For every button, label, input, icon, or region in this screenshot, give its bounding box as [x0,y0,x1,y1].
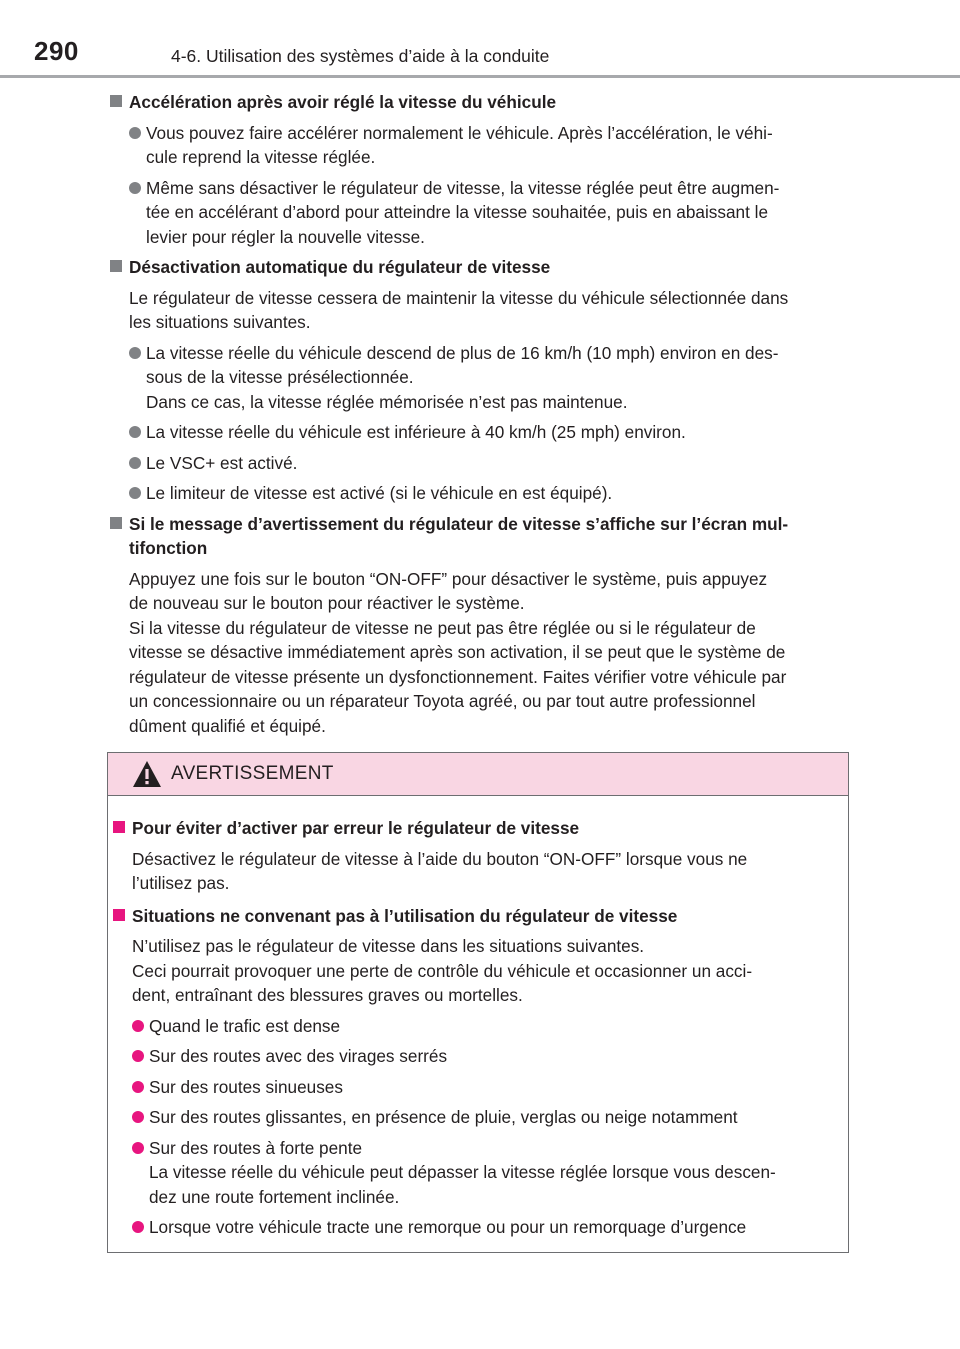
main-content [110,90,855,744]
round-bullet-icon [129,182,141,194]
round-bullet-icon [132,1221,144,1233]
round-bullet-icon [132,1081,144,1093]
warning-box [107,752,849,1253]
bullet-item: Sur des routes à forte pente La vitesse réelle du véhicule peut dépasser la vitesse réglée lorsque vous descen- dez une route fortement inclinée. [113,1136,830,1210]
page-number: 290 [34,36,79,66]
bullet-item: Sur des routes sinueuses [113,1075,830,1100]
paragraph: Le régulateur de vitesse cessera de maintenir la vitesse du véhicule sélectionnée dans les situations suivantes. [129,287,789,332]
warning-heading: Situations ne convenant pas à l’utilisation du régulateur de vitesse [113,904,830,929]
round-bullet-icon [129,487,141,499]
bullet-item: Lorsque votre véhicule tracte une remorque ou pour un remorquage d’urgence [113,1215,830,1240]
square-bullet-icon [110,95,122,107]
square-bullet-icon [110,260,122,272]
round-bullet-icon [129,127,141,139]
round-bullet-icon [129,457,141,469]
warning-body [108,796,848,1240]
bullet-item: Sur des routes glissantes, en présence de pluie, verglas ou neige notamment [113,1105,830,1130]
page-header [0,0,960,80]
paragraph: Désactivez le régulateur de vitesse à l’aide du bouton “ON-OFF” lorsque vous ne l’utilisez pas. [132,848,748,893]
square-bullet-icon [113,821,125,833]
square-bullet-icon [113,909,125,921]
round-bullet-icon [132,1050,144,1062]
round-bullet-icon [129,347,141,359]
bullet-item: La vitesse réelle du véhicule est inférieure à 40 km/h (25 mph) environ. [110,420,855,445]
bullet-item: Même sans désactiver le régulateur de vitesse, la vitesse réglée peut être augmen- tée en accélérant d’abord pour atteindre la vitesse souhaitée, puis en abaissant le levier pour régler la nouvelle vitesse. [110,176,855,250]
warning-title: AVERTISSEMENT [171,763,334,784]
warning-header [108,753,848,796]
round-bullet-icon [132,1142,144,1154]
bullet-item: Sur des routes avec des virages serrés [113,1044,830,1069]
section-heading: Désactivation automatique du régulateur de vitesse [110,255,855,280]
section-heading: Accélération après avoir réglé la vitesse du véhicule [110,90,855,115]
warning-heading: Pour éviter d’activer par erreur le régulateur de vitesse [113,816,830,841]
bullet-item: Le limiteur de vitesse est activé (si le véhicule en est équipé). [110,481,855,506]
paragraph: Appuyez une fois sur le bouton “ON-OFF” pour désactiver le système, puis appuyez de nouveau sur le bouton pour réactiver le système. Si la vitesse du régulateur de vitesse ne peut pas être réglée ou si le régulateur de vitesse se désactive immédiatement après son activation, il se peut que le système de régulateur de vitesse présente un dysfonctionnement. Faites vérifier votre véhicule par un concessionnaire ou un réparateur Toyota agréé, ou par tout autre professionnel dûment qualifié et équipé. [129,568,787,736]
chapter-title: 4-6. Utilisation des systèmes d’aide à la conduite [171,46,550,66]
bullet-item: Quand le trafic est dense [113,1014,830,1039]
square-bullet-icon [110,517,122,529]
round-bullet-icon [132,1020,144,1032]
bullet-item: La vitesse réelle du véhicule descend de plus de 16 km/h (10 mph) environ en des- sous de la vitesse présélectionnée. Dans ce cas, la vitesse réglée mémorisée n’est pas maintenue. [110,341,855,415]
paragraph: N’utilisez pas le régulateur de vitesse dans les situations suivantes. Ceci pourrait provoquer une perte de contrôle du véhicule et occasionner un acci- dent, entraînant des blessures graves ou mortelles. [132,936,753,1005]
round-bullet-icon [132,1111,144,1123]
warning-triangle-icon [132,760,162,788]
round-bullet-icon [129,426,141,438]
header-rule [0,75,960,78]
bullet-item: Vous pouvez faire accélérer normalement le véhicule. Après l’accélération, le véhi- cule reprend la vitesse réglée. [110,121,855,170]
section-heading: Si le message d’avertissement du régulateur de vitesse s’affiche sur l’écran mul- tifonction [110,512,855,561]
bullet-item: Le VSC+ est activé. [110,451,855,476]
